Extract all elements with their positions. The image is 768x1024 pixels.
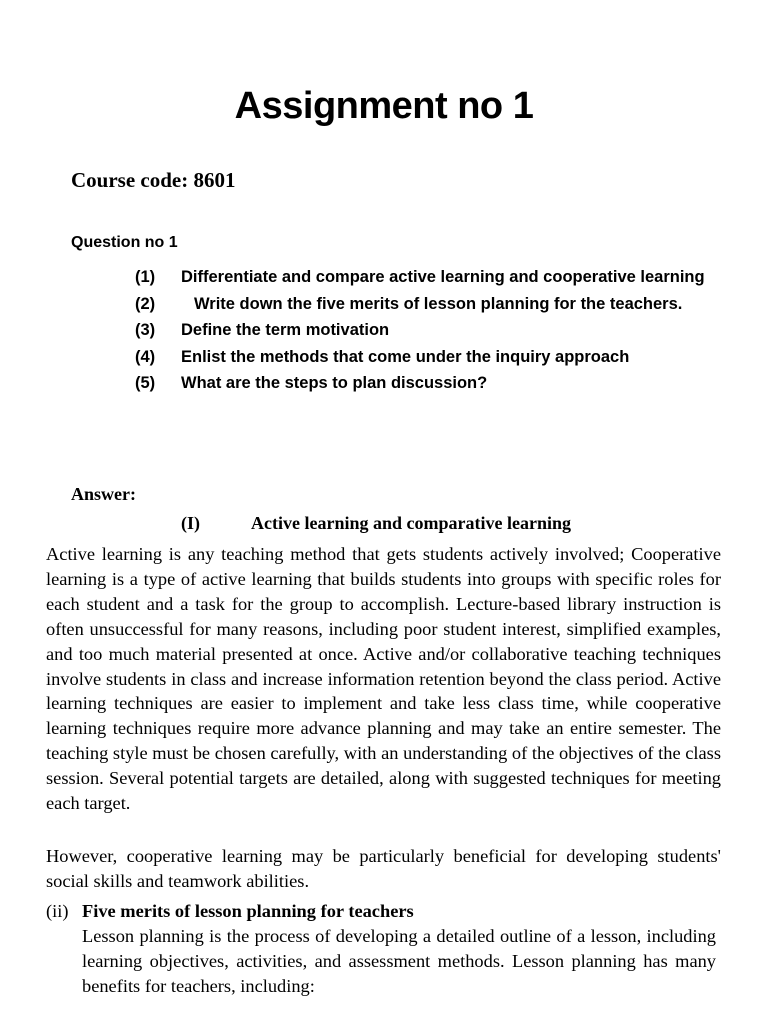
question-text: What are the steps to plan discussion?: [181, 374, 488, 392]
answer-label: Answer:: [71, 484, 136, 504]
body-paragraph: However, cooperative learning may be particularly beneficial for developing students' social skills and teamwork abilities.: [46, 846, 721, 891]
body-paragraph: Active learning is any teaching method that gets students actively involved; Cooperative learning is a type of active learning that builds students into groups with specific roles for each student and a task for the group to accomplish. Lecture-based library instruction is often unsuccessful for many reasons, including poor student interest, simplified examples, and too much material presented at once. Active and/or collaborative teaching techniques involve students in class and increase information retention beyond the class period. Active learning techniques are easier to implement and take less class time, while cooperative learning techniques require more advance planning and may take an entire semester. The teaching style must be chosen carefully, with an understanding of the objectives of the class session. Several potential targets are detailed, along with suggested techniques for meeting each target.: [46, 544, 721, 814]
section-title: Active learning and comparative learning: [251, 513, 571, 533]
question-list: [135, 264, 721, 397]
section-number: (I): [181, 513, 200, 533]
question-number: (4): [135, 347, 156, 366]
course-code: Course code: 8601: [71, 168, 236, 192]
question-number: (5): [135, 374, 156, 392]
question-number: (2): [135, 294, 156, 313]
question-number: (3): [135, 321, 156, 339]
section-heading: [181, 513, 571, 534]
section-title: Five merits of lesson planning for teachers: [82, 901, 414, 921]
question-text: Differentiate and compare active learning and cooperative learning: [181, 268, 705, 286]
body-paragraph: Lesson planning is the process of developing a detailed outline of a lesson, including learning objectives, activities, and assessment methods. Lesson planning has many benefits for teachers, including:: [82, 926, 716, 996]
section-number: (ii): [46, 901, 69, 921]
question-text: Define the term motivation: [181, 321, 390, 339]
question-item: [135, 291, 721, 318]
question-text: Write down the five merits of lesson planning for the teachers.: [194, 294, 683, 313]
document-title: Assignment no 1: [234, 85, 534, 127]
section-heading: [46, 899, 726, 924]
question-number: (1): [135, 268, 156, 286]
question-item: [135, 264, 721, 291]
question-item: [135, 344, 721, 371]
question-item: [135, 317, 721, 344]
question-heading: Question no 1: [71, 234, 178, 251]
question-item: [135, 370, 721, 397]
question-text: Enlist the methods that come under the inquiry approach: [181, 347, 630, 366]
